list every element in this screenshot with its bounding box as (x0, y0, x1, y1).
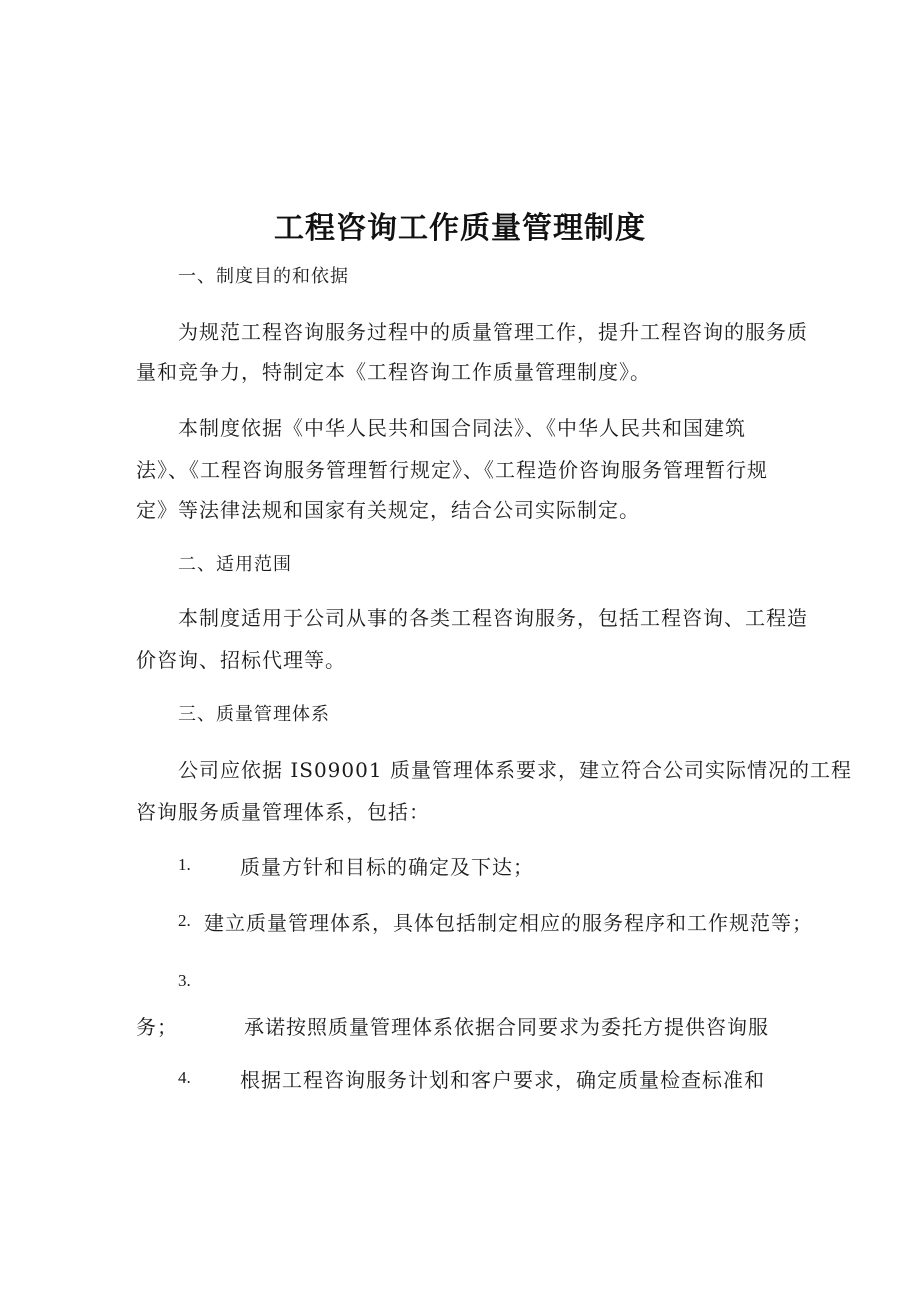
paragraph-line: 量和竞争力，特制定本《工程咨询工作质量管理制度》。 (136, 360, 651, 384)
paragraph-line: 法》、《工程咨询服务管理暂行规定》、《工程造价咨询服务管理暂行规 (136, 458, 768, 482)
paragraph-line: 定》等法律法规和国家有关规定，结合公司实际制定。 (136, 498, 640, 522)
list-item-text: 承诺按照质量管理体系依据合同要求为委托方提供咨询服 (244, 1015, 769, 1039)
list-item-number: 4. (178, 1068, 191, 1087)
list-item-text: 建立质量管理体系，具体包括制定相应的服务程序和工作规范等； (204, 911, 813, 935)
list-item-number: 1. (178, 855, 191, 874)
section-heading-3: 三、质量管理体系 (178, 704, 330, 725)
list-item-number: 3. (178, 971, 191, 990)
list-item-number: 2. (178, 911, 191, 930)
paragraph-line: 价咨询、招标代理等。 (136, 648, 346, 672)
paragraph-line: 公司应依据 IS09001 质量管理体系要求，建立符合公司实际情况的工程 (178, 758, 852, 782)
document-title: 工程咨询工作质量管理制度 (274, 211, 646, 246)
list-item-text: 质量方针和目标的确定及下达； (240, 855, 534, 879)
paragraph-line: 咨询服务质量管理体系，包括： (136, 800, 430, 824)
paragraph-line: 本制度依据《中华人民共和国合同法》、《中华人民共和国建筑 (178, 416, 746, 440)
paragraph-line: 为规范工程咨询服务过程中的质量管理工作，提升工程咨询的服务质 (178, 320, 808, 344)
list-item-wrap-text: 务； (136, 1015, 178, 1039)
paragraph-line: 本制度适用于公司从事的各类工程咨询服务，包括工程咨询、工程造 (178, 606, 808, 630)
section-heading-1: 一、制度目的和依据 (178, 266, 349, 287)
list-item-text: 根据工程咨询服务计划和客户要求，确定质量检查标准和 (240, 1068, 765, 1092)
section-heading-2: 二、适用范围 (178, 554, 292, 575)
